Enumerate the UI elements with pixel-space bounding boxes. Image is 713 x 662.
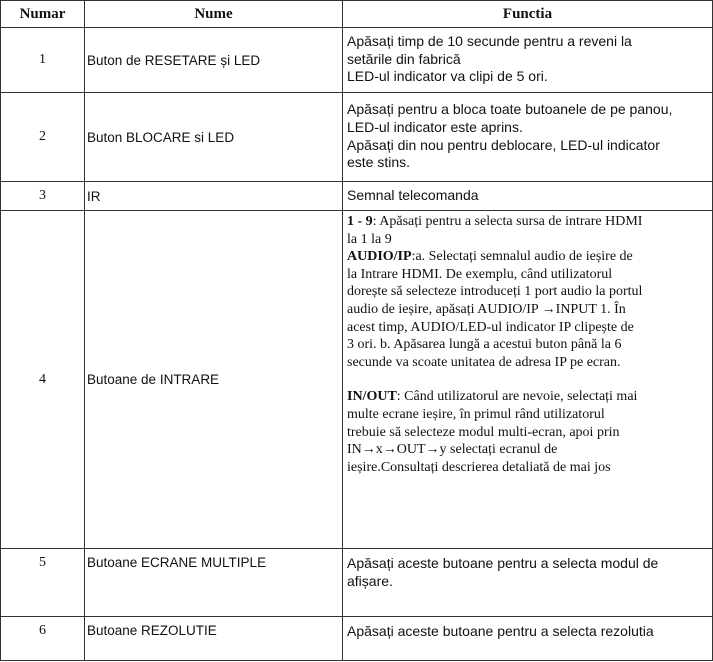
function-keyword: IN/OUT bbox=[347, 389, 397, 405]
table-row bbox=[1, 549, 713, 617]
row-name: Butoane de INTRARE bbox=[85, 211, 343, 549]
table-row bbox=[1, 211, 713, 549]
row-name: IR bbox=[85, 182, 343, 211]
row-number: 3 bbox=[1, 182, 85, 211]
table-row bbox=[1, 182, 713, 211]
function-line: este stins. bbox=[347, 154, 411, 171]
function-text: :a. Selectați semnalul audio de ieșire de bbox=[411, 249, 633, 265]
function-line: 3 ori. b. Apăsarea lungă a acestui buton până la 6 bbox=[347, 337, 622, 353]
function-line: Apăsați din nou pentru deblocare, LED-ul indicator bbox=[347, 136, 660, 153]
function-line: ieșire.Consultați descrierea detaliată de mai jos bbox=[347, 459, 611, 475]
function-line: LED-ul indicator este aprins. bbox=[347, 118, 523, 135]
function-line: audio de ieșire, apăsați AUDIO/IP →INPUT 1. În bbox=[347, 301, 626, 317]
function-line: multe ecrane ieșire, în primul rând utilizatorul bbox=[347, 406, 605, 422]
row-function: Apăsați aceste butoane pentru a selecta rezolutia bbox=[343, 617, 713, 661]
table-row bbox=[1, 28, 713, 93]
function-keyword: AUDIO/IP bbox=[347, 249, 412, 265]
row-number: 1 bbox=[1, 28, 85, 93]
function-line: la 1 la 9 bbox=[347, 231, 392, 247]
function-line bbox=[347, 248, 708, 266]
row-function bbox=[343, 211, 713, 549]
function-line: acest timp, AUDIO/LED-ul indicator IP clipește de bbox=[347, 319, 634, 335]
header-numar: Numar bbox=[1, 1, 85, 28]
function-text: : Când utilizatorul are nevoie, selectați mai bbox=[396, 389, 638, 405]
row-number: 6 bbox=[1, 617, 85, 661]
function-line: Apăsați pentru a bloca toate butoanele de pe panou, bbox=[347, 101, 673, 118]
row-number: 4 bbox=[1, 211, 85, 549]
row-function: Semnal telecomanda bbox=[343, 182, 713, 211]
function-line: afișare. bbox=[347, 572, 393, 589]
row-function bbox=[343, 93, 713, 182]
function-keyword: 1 - 9 bbox=[347, 214, 373, 229]
table-header-row bbox=[1, 1, 713, 28]
row-name: Butoane ECRANE MULTIPLE bbox=[85, 549, 343, 617]
table-row bbox=[1, 93, 713, 182]
function-line bbox=[347, 388, 708, 406]
row-name: Butoane REZOLUTIE bbox=[85, 617, 343, 661]
row-name: Buton BLOCARE si LED bbox=[85, 93, 343, 182]
row-function bbox=[343, 549, 713, 617]
function-line bbox=[347, 213, 708, 231]
function-line: IN→x→OUT→y selectați ecranul de bbox=[347, 442, 558, 458]
function-line: setările din fabrică bbox=[347, 50, 461, 67]
function-line: la Intrare HDMI. De exemplu, când utilizatorul bbox=[347, 266, 613, 282]
row-number: 5 bbox=[1, 549, 85, 617]
function-line: LED-ul indicator va clipi de 5 ori. bbox=[347, 68, 548, 85]
function-line: Apăsați timp de 10 secunde pentru a reveni la bbox=[347, 33, 632, 50]
function-line: trebuie să selecteze modul multi-ecran, apoi prin bbox=[347, 424, 620, 440]
paragraph-gap bbox=[347, 371, 708, 388]
row-number: 2 bbox=[1, 93, 85, 182]
row-function bbox=[343, 28, 713, 93]
function-line: dorește să selecteze introduceți 1 port audio la portul bbox=[347, 284, 643, 300]
function-text: : Apăsați pentru a selecta sursa de intrare HDMI bbox=[372, 214, 643, 229]
header-nume: Nume bbox=[85, 1, 343, 28]
function-line: secunde va scoate unitatea de adresa IP pe ecran. bbox=[347, 354, 621, 370]
row-name: Buton de RESETARE și LED bbox=[85, 28, 343, 93]
header-functia: Functia bbox=[343, 1, 713, 28]
table-row bbox=[1, 617, 713, 661]
function-line: Apăsați aceste butoane pentru a selecta modul de bbox=[347, 555, 659, 571]
